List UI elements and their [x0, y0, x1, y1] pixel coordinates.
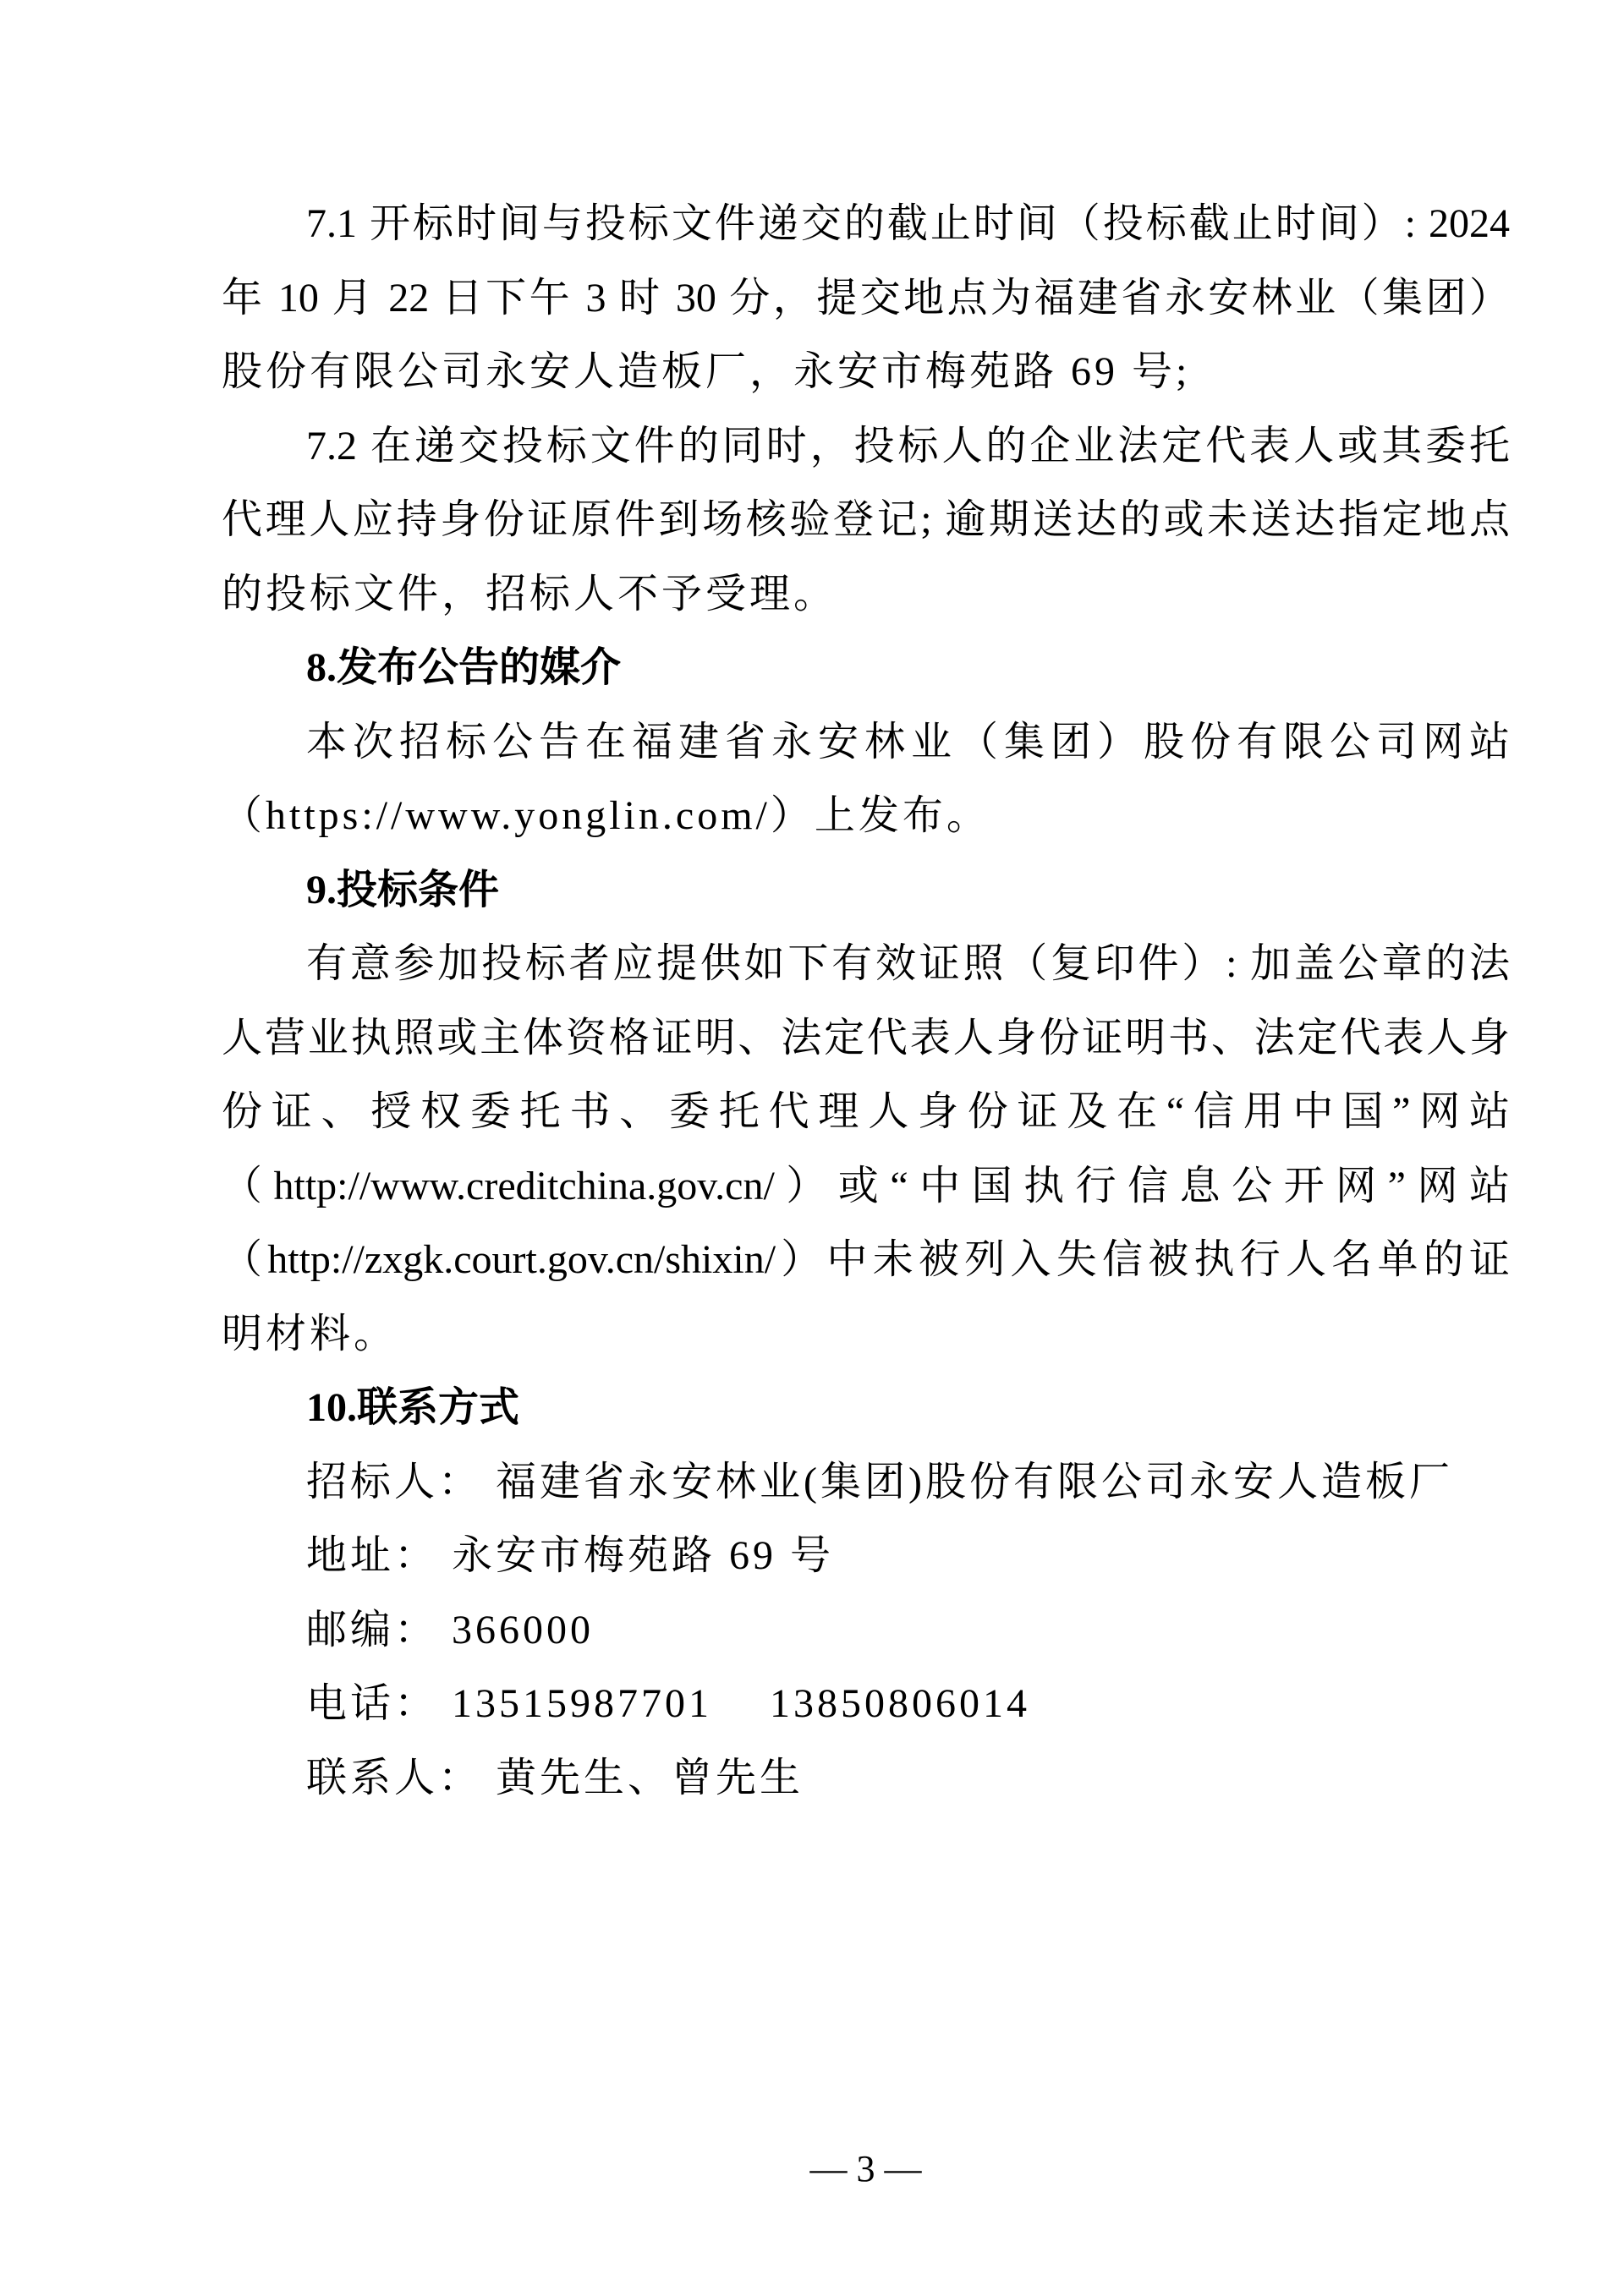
contact-tenderer-line: 招标人： 福建省永安林业(集团)股份有限公司永安人造板厂: [306, 1459, 1453, 1504]
document-text-block: [222, 187, 1510, 1815]
section-9-line-1: 有意参加投标者应提供如下有效证照（复印件）: 加盖公章的法: [306, 941, 1510, 986]
paragraph-7-1-line-2: 年 10 月 22 日下午 3 时 30 分，提交地点为福建省永安林业（集团）: [222, 275, 1510, 321]
page-number: — 3 —: [809, 2148, 922, 2189]
section-9-line-5: （http://zxgk.court.gov.cn/shixin/）中未被列入失信被执行人名单的证: [222, 1237, 1510, 1282]
section-9-line-3: 份证、授权委托书、委托代理人身份证及在“信用中国”网站: [222, 1089, 1510, 1134]
section-heading-10: 10.联系方式: [306, 1385, 520, 1430]
paragraph-7-2-line-1: 7.2 在递交投标文件的同时，投标人的企业法定代表人或其委托: [306, 423, 1510, 469]
section-heading-8: 8.发布公告的媒介: [306, 645, 622, 690]
section-9-line-6: 明材料。: [222, 1311, 398, 1356]
section-9-line-4: （http://www.creditchina.gov.cn/）或“中国执行信息公开网”网站: [222, 1163, 1510, 1208]
section-9-line-2: 人营业执照或主体资格证明、法定代表人身份证明书、法定代表人身: [222, 1015, 1510, 1060]
section-heading-9: 9.投标条件: [306, 867, 500, 912]
contact-person-line: 联系人： 黄先生、曾先生: [306, 1755, 804, 1800]
section-8-line-1: 本次招标公告在福建省永安林业（集团）股份有限公司网站: [306, 719, 1510, 764]
paragraph-7-2-line-2: 代理人应持身份证原件到场核验登记; 逾期送达的或未送达指定地点: [222, 497, 1510, 542]
paragraph-7-2-line-3: 的投标文件，招标人不予受理。: [222, 571, 838, 616]
section-8-line-2: （https://www.yonglin.com/）上发布。: [222, 793, 990, 838]
contact-address-line: 地址： 永安市梅苑路 69 号: [306, 1533, 835, 1578]
paragraph-7-1-line-1: 7.1 开标时间与投标文件递交的截止时间（投标截止时间）: 2024: [306, 201, 1510, 246]
paragraph-7-1-line-3: 股份有限公司永安人造板厂，永安市梅苑路 69 号;: [222, 349, 1191, 394]
contact-phone-line: 电话： 13515987701 13850806014: [306, 1681, 1031, 1726]
contact-postcode-line: 邮编： 366000: [306, 1607, 595, 1652]
